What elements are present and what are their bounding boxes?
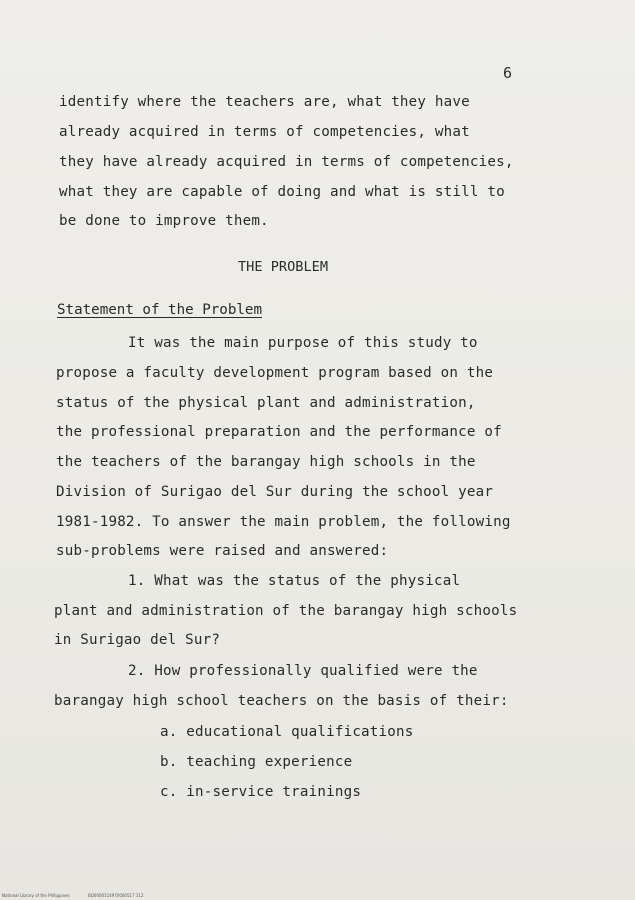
body-line-6: Division of Surigao del Sur during the school year	[56, 484, 494, 500]
footer-code: BQ0000114970000517 112	[88, 893, 144, 898]
sub-item-a: a. educational qualifications	[160, 724, 414, 740]
section-heading: THE PROBLEM	[238, 259, 329, 275]
sub-item-c: c. in-service trainings	[160, 784, 362, 800]
page-number: 6	[503, 64, 513, 82]
question-2-line-2: barangay high school teachers on the basis of their:	[54, 693, 509, 709]
body-line-4: the professional preparation and the performance of	[56, 424, 502, 440]
intro-line-3: they have already acquired in terms of competencies,	[59, 154, 514, 170]
body-line-1: It was the main purpose of this study to	[128, 335, 478, 351]
body-line-2: propose a faculty development program based on the	[56, 365, 494, 381]
footer-library: National Library of the Philippines	[2, 893, 70, 898]
intro-line-4: what they are capable of doing and what is still to	[59, 184, 505, 200]
body-line-7: 1981-1982. To answer the main problem, the following	[56, 514, 511, 530]
body-line-5: the teachers of the barangay high schools in the	[56, 454, 476, 470]
question-2-line-1: 2. How professionally qualified were the	[128, 663, 478, 679]
question-1-line-2: plant and administration of the barangay high schools	[54, 603, 518, 619]
intro-line-5: be done to improve them.	[59, 213, 269, 229]
body-line-3: status of the physical plant and administration,	[56, 395, 476, 411]
intro-line-2: already acquired in terms of competencies, what	[59, 124, 470, 140]
body-line-8: sub-problems were raised and answered:	[56, 543, 389, 559]
sub-item-b: b. teaching experience	[160, 754, 353, 770]
intro-line-1: identify where the teachers are, what they have	[59, 94, 470, 110]
question-1-line-1: 1. What was the status of the physical	[128, 573, 461, 589]
question-1-line-3: in Surigao del Sur?	[54, 632, 221, 648]
section-title: Statement of the Problem	[57, 302, 262, 318]
